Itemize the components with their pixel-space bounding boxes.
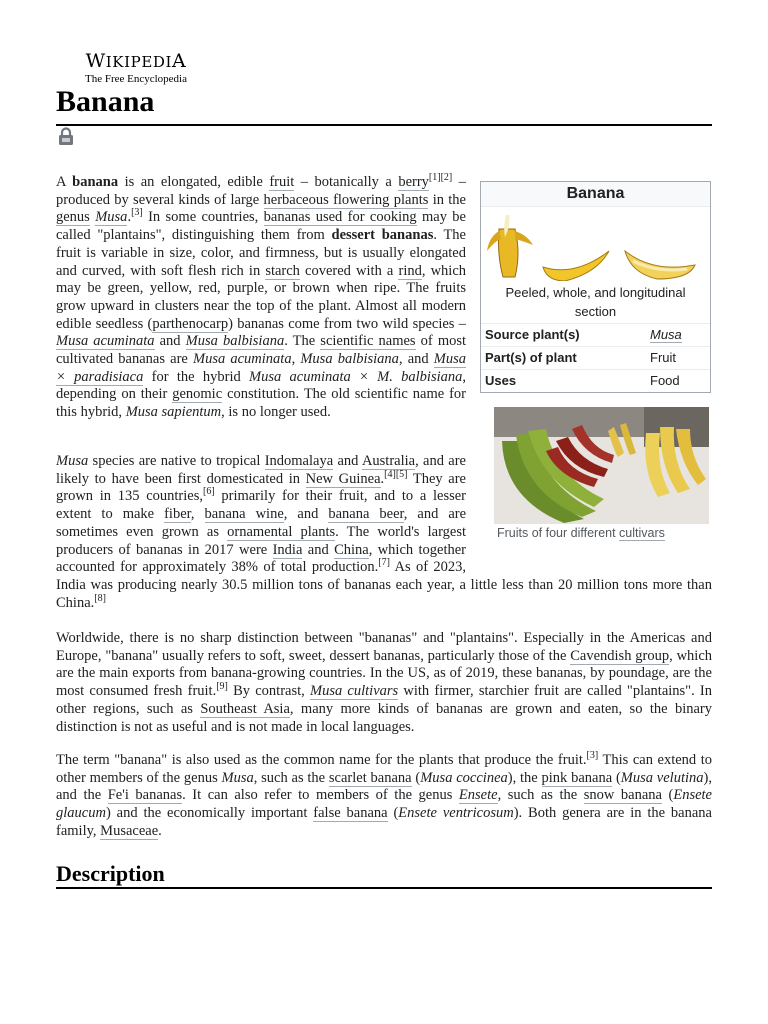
link-scientific-names[interactable]: scientific names bbox=[320, 333, 416, 350]
link-rind[interactable]: rind bbox=[398, 262, 422, 279]
link-fruit[interactable]: fruit bbox=[269, 174, 295, 190]
link-musa-cultivars[interactable]: Musa cultivars bbox=[309, 683, 399, 700]
section-divider bbox=[56, 887, 712, 889]
infobox bbox=[480, 181, 711, 393]
link-cultivars[interactable]: cultivars bbox=[619, 526, 665, 540]
link-herbaceous[interactable]: herbaceous flowering plants bbox=[263, 191, 429, 208]
link-genomic[interactable]: genomic bbox=[172, 386, 223, 403]
infobox-caption: Peeled, whole, and longitudinal section bbox=[481, 281, 710, 323]
intro-paragraph-3: Worldwide, there is no sharp distinction between "bananas" and "plantains". Especially in the Americas and Europe, "banana" usually refers to soft, sweet, dessert bananas, particularly those of the Cavendish group, which are the main exports from banana-growing countries. In the US, as of 2019, these bananas, by poundage, are the most consumed fresh fruit.[9] By contrast, Musa cultivars with firmer, starchier fruit are called "plantains". In other regions, such as Southeast Asia, many more kinds of bananas are grown and eaten, so the binary distinction is not as useful and is not made in local languages. bbox=[56, 630, 713, 735]
intro-paragraph-2: Musa species are native to tropical Indomalaya and Australia, and are likely to have been first domesticated in New Guinea.[4][5] They are grown in 135 countries,[6] primarily for their fruit, and to a lesser extent to make fiber, banana wine, and banana beer, and are sometimes even grown as ornamental plants. The world's largest producers of bananas in 2017 were India and China, which together accounted for approximately 38% of total production.[7] As of 2023, India was producing nearly 30.5 million tons of bananas each year, a little less than 20 million tons more than China.[8] bbox=[56, 453, 712, 611]
link-snow-banana[interactable]: snow banana bbox=[583, 787, 662, 804]
link-parthenocarp[interactable]: parthenocarp bbox=[152, 315, 229, 332]
citation[interactable]: [6] bbox=[202, 486, 215, 498]
banana-sections-illustration bbox=[481, 207, 710, 281]
figure-caption: Fruits of four different cultivars bbox=[497, 526, 665, 540]
section-heading-description: Description bbox=[56, 861, 165, 886]
citation[interactable]: [8] bbox=[94, 592, 106, 604]
lock-icon[interactable] bbox=[57, 127, 75, 146]
banana-sections-image[interactable] bbox=[481, 206, 710, 281]
citation[interactable]: [2] bbox=[440, 172, 453, 184]
link-musaceae[interactable]: Musaceae bbox=[100, 822, 159, 839]
link-australia[interactable]: Australia bbox=[361, 453, 416, 469]
link-fei-bananas[interactable]: Fe'i bananas bbox=[107, 787, 183, 804]
citation[interactable]: [1] bbox=[428, 172, 441, 184]
link-southeast-asia[interactable]: Southeast Asia bbox=[200, 700, 290, 717]
citation[interactable]: [4] bbox=[384, 468, 396, 480]
link-musa[interactable]: Musa bbox=[650, 327, 682, 342]
link-fiber[interactable]: fiber bbox=[164, 506, 191, 523]
infobox-title: Banana bbox=[566, 185, 625, 202]
infobox-row: Uses Food bbox=[481, 369, 710, 392]
link-china[interactable]: China bbox=[334, 541, 369, 558]
link-cavendish-group[interactable]: Cavendish group bbox=[570, 647, 670, 664]
logo-wordmark: WIKIPEDIA bbox=[85, 50, 187, 72]
wikipedia-logo[interactable] bbox=[76, 51, 196, 86]
citation[interactable]: [9] bbox=[216, 681, 228, 693]
link-ornamental-plants[interactable]: ornamental plants bbox=[227, 523, 336, 540]
infobox-row: Part(s) of plant Fruit bbox=[481, 346, 710, 369]
citation[interactable]: [3] bbox=[586, 750, 599, 762]
link-pink-banana[interactable]: pink banana bbox=[541, 769, 613, 786]
link-india[interactable]: India bbox=[272, 541, 303, 558]
link-starch[interactable]: starch bbox=[265, 262, 300, 279]
link-banana-beer[interactable]: banana beer bbox=[328, 506, 404, 523]
infobox-row: Source plant(s) Musa bbox=[481, 323, 710, 346]
link-musa[interactable]: Musa bbox=[95, 209, 128, 226]
link-ensete[interactable]: Ensete bbox=[458, 787, 498, 804]
link-indomalaya[interactable]: Indomalaya bbox=[264, 453, 334, 469]
link-musa-acuminata[interactable]: Musa acuminata bbox=[56, 333, 155, 350]
citation[interactable]: [5] bbox=[395, 468, 408, 480]
link-genus[interactable]: genus bbox=[56, 209, 90, 226]
link-berry[interactable]: berry bbox=[398, 174, 429, 190]
link-banana-wine[interactable]: banana wine bbox=[204, 506, 284, 523]
title-divider bbox=[56, 124, 712, 126]
link-cooking-bananas[interactable]: bananas used for cooking bbox=[263, 209, 417, 226]
link-musa-balbisiana[interactable]: Musa balbisiana bbox=[185, 333, 285, 350]
link-scarlet-banana[interactable]: scarlet banana bbox=[328, 769, 412, 786]
logo-tagline: The Free Encyclopedia bbox=[84, 73, 187, 85]
link-new-guinea[interactable]: New Guinea bbox=[305, 470, 381, 487]
link-false-banana[interactable]: false banana bbox=[313, 805, 388, 822]
intro-paragraph-4: The term "banana" is also used as the common name for the plants that produce the fruit.[3] This can extend to other members of the genus Musa, such as the scarlet banana (Musa coccinea), the pink banana (Musa velutina), and the Fe'i bananas. It can also refer to members of the genus Ensete, such as the snow banana (Ensete glaucum) and the economically important false banana (Ensete ventricosum). Both genera are in the banana family, Musaceae. bbox=[56, 750, 712, 839]
intro-paragraph-1: A banana is an elongated, edible fruit – botanically a berry[1][2] – produced by several kinds of large herbaceous flowering plants in the genus Musa.[3] In some countries, bananas used for cooking may be called "plantains", distinguishing them from dessert bananas. The fruit is variable in size, color, and firmness, but is usually elongated and curved, with soft flesh rich in starch covered with a rind, which may be green, yellow, red, purple, or brown when ripe. The fruits grow upward in clusters near the top of the plant. Almost all modern edible seedless (parthenocarp) bananas come from two wild species – Musa acuminata and Musa balbisiana. The scientific names of most cultivated bananas are Musa acuminata, Musa balbisiana, and Musa × paradisiaca for the hybrid Musa acuminata × M. balbisiana, depending on their genomic constitution. The old scientific name for this hybrid, Musa sapientum, is no longer used. bbox=[56, 172, 467, 421]
page-title: Banana bbox=[56, 85, 155, 118]
citation[interactable]: [7] bbox=[378, 557, 390, 569]
citation[interactable]: [3] bbox=[131, 207, 143, 219]
link-musa-paradisiaca[interactable]: Musa × paradisiaca bbox=[56, 351, 467, 385]
